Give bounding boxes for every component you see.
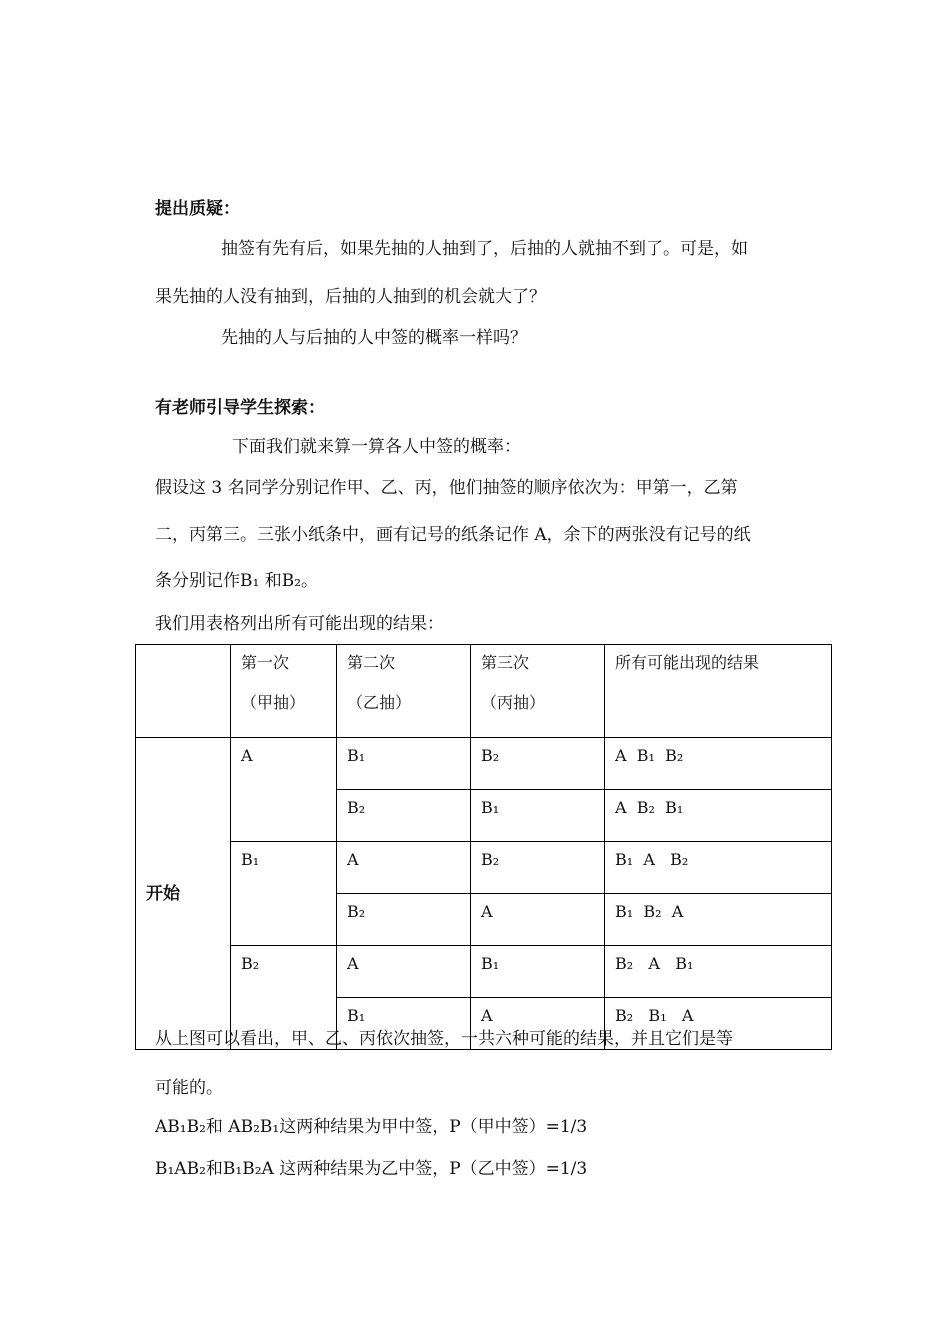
second-draw-cell: B₁: [337, 998, 471, 1050]
table-row: [136, 946, 832, 998]
third-draw-cell: A: [471, 998, 605, 1050]
result-cell: B₂ B₁ A: [605, 998, 832, 1050]
third-draw-cell: A: [471, 894, 605, 946]
third-draw-cell: B₂: [471, 738, 605, 790]
table-row: [136, 842, 832, 894]
paragraph-line: 条分别记作B₁ 和B₂。: [155, 571, 319, 591]
first-draw-cell: B₁: [231, 842, 337, 946]
third-draw-cell: B₁: [471, 946, 605, 998]
third-draw-cell: B₁: [471, 790, 605, 842]
outcome-table: [135, 644, 832, 1050]
second-draw-cell: A: [337, 842, 471, 894]
conclusion-line: 可能的。: [155, 1078, 223, 1098]
result-cell: A B₁ B₂: [605, 738, 832, 790]
start-cell: 开始: [136, 738, 231, 1050]
header-cell-third: 第三次 （丙抽）: [471, 645, 605, 738]
result-cell: B₁ B₂ A: [605, 894, 832, 946]
paragraph-line: 二，丙第三。三张小纸条中，画有记号的纸条记作 A，余下的两张没有记号的纸: [155, 525, 751, 545]
second-draw-cell: B₁: [337, 738, 471, 790]
second-draw-cell: A: [337, 946, 471, 998]
table-intro: 我们用表格列出所有可能出现的结果：: [155, 614, 444, 634]
conclusion-jia: AB₁B₂和 AB₂B₁这两种结果为甲中签，P（甲中签）=1/3: [155, 1117, 588, 1137]
header-cell-second: 第二次 （乙抽）: [337, 645, 471, 738]
second-draw-cell: B₂: [337, 790, 471, 842]
third-draw-cell: B₂: [471, 842, 605, 894]
paragraph-line: 抽签有先有后，如果先抽的人抽到了，后抽的人就抽不到了。可是，如: [221, 239, 748, 259]
result-cell: A B₂ B₁: [605, 790, 832, 842]
heading-raise-question: 提出质疑：: [155, 199, 240, 219]
result-cell: B₂ A B₁: [605, 946, 832, 998]
header-cell-results: 所有可能出现的结果: [605, 645, 832, 738]
result-cell: B₁ A B₂: [605, 842, 832, 894]
conclusion-line: 从上图可以看出，甲、乙、丙依次抽签，一共六种可能的结果，并且它们是等: [155, 1029, 733, 1049]
second-draw-cell: B₂: [337, 894, 471, 946]
first-draw-cell: B₂: [231, 946, 337, 1050]
table-row: [136, 738, 832, 790]
paragraph-line: 果先抽的人没有抽到，后抽的人抽到的机会就大了？: [155, 287, 546, 307]
paragraph-intro: 下面我们就来算一算各人中签的概率：: [232, 437, 521, 457]
paragraph-question: 先抽的人与后抽的人中签的概率一样吗？: [221, 328, 527, 348]
paragraph-line: 假设这 3 名同学分别记作甲、乙、丙，他们抽签的顺序依次为：甲第一，乙第: [155, 478, 738, 498]
heading-explore: 有老师引导学生探索：: [155, 398, 325, 418]
header-cell-first: 第一次 （甲抽）: [231, 645, 337, 738]
header-cell-empty: [136, 645, 231, 738]
conclusion-yi: B₁AB₂和B₁B₂A 这两种结果为乙中签，P（乙中签）=1/3: [155, 1159, 588, 1179]
first-draw-cell: A: [231, 738, 337, 842]
table-header-row: [136, 645, 832, 738]
